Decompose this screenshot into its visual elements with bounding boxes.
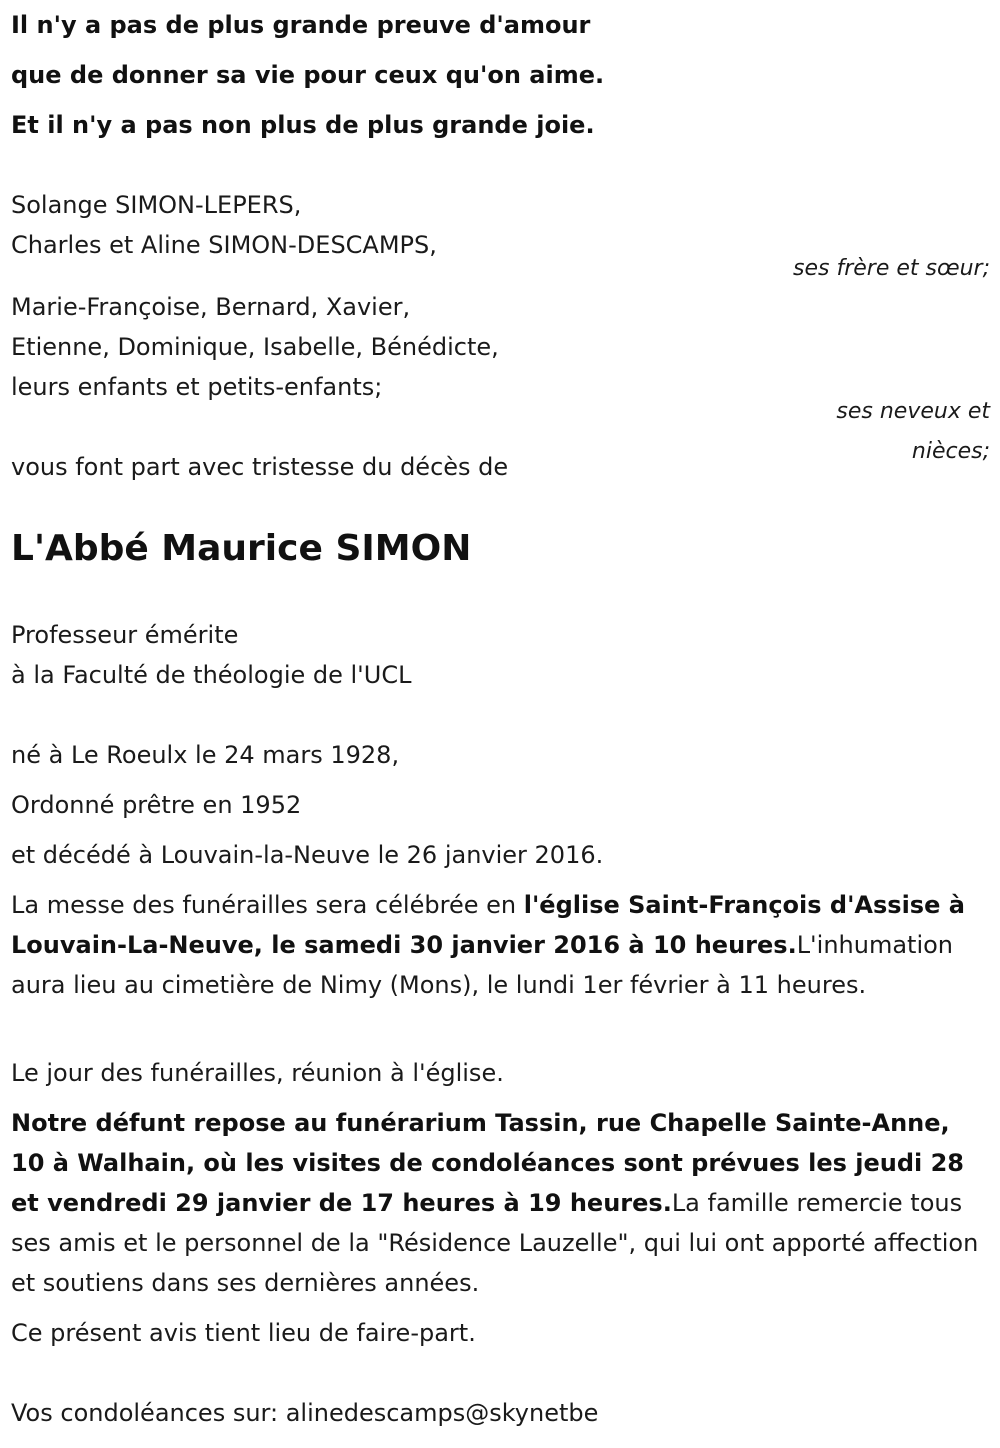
- quote-line-2: que de donner sa vie pour ceux qu'on aime.: [11, 61, 605, 89]
- death-info: et décédé à Louvain-la-Neuve le 26 janvier 2016.: [11, 841, 604, 869]
- funeral-intro: La messe des funérailles sera célébrée en: [11, 891, 524, 919]
- nephews-line-3: leurs enfants et petits-enfants;: [11, 373, 383, 401]
- nephews-role-line-2: nièces;: [911, 439, 990, 464]
- quote-line-1: Il n'y a pas de plus grande preuve d'amour: [11, 11, 591, 39]
- notice: Ce présent avis tient lieu de faire-part.: [11, 1319, 476, 1347]
- sibling-line-1: Solange SIMON-LEPERS,: [11, 191, 302, 219]
- funeral-paragraph: [11, 885, 986, 1005]
- announcement: vous font part avec tristesse du décès de: [11, 453, 509, 481]
- visitation-info: Notre défunt repose au funérarium Tassin, rue Chapelle Sainte-Anne, 10 à Walhain, où les visites de condoléances sont prévues les jeudi 28 et vendredi 29 janvier de 17 heures à 19 heures.: [11, 1109, 964, 1217]
- burial-info: L'inhumation aura lieu au cimetière de Nimy (Mons), le lundi 1er février à 11 heures.: [11, 931, 954, 999]
- quote-line-3: Et il n'y a pas non plus de plus grande joie.: [11, 111, 595, 139]
- nephews-role-line-1: ses neveux et: [836, 399, 990, 424]
- birth-info: né à Le Roeulx le 24 mars 1928,: [11, 741, 400, 769]
- nephews-line-1: Marie-Françoise, Bernard, Xavier,: [11, 293, 411, 321]
- siblings-role: ses frère et sœur;: [793, 256, 990, 281]
- nephews-line-2: Etienne, Dominique, Isabelle, Bénédicte,: [11, 333, 499, 361]
- visitation-paragraph: [11, 1103, 986, 1303]
- deceased-title-line-2: à la Faculté de théologie de l'UCL: [11, 661, 412, 689]
- funeral-location: l'église Saint-François d'Assise à Louvain-La-Neuve, le samedi 30 janvier 2016 à 10 heures.: [11, 891, 965, 959]
- meeting-info: Le jour des funérailles, réunion à l'église.: [11, 1059, 504, 1087]
- sibling-line-2: Charles et Aline SIMON-DESCAMPS,: [11, 231, 437, 259]
- ordination-info: Ordonné prêtre en 1952: [11, 791, 302, 819]
- deceased-name: L'Abbé Maurice SIMON: [11, 528, 472, 569]
- deceased-title-line-1: Professeur émérite: [11, 621, 239, 649]
- condolences-info: Vos condoléances sur: alinedescamps@skynetbe: [11, 1399, 599, 1427]
- family-thanks: La famille remercie tous ses amis et le personnel de la "Résidence Lauzelle", qui lui ont apporté affection et soutiens dans ses dernières années.: [11, 1189, 979, 1297]
